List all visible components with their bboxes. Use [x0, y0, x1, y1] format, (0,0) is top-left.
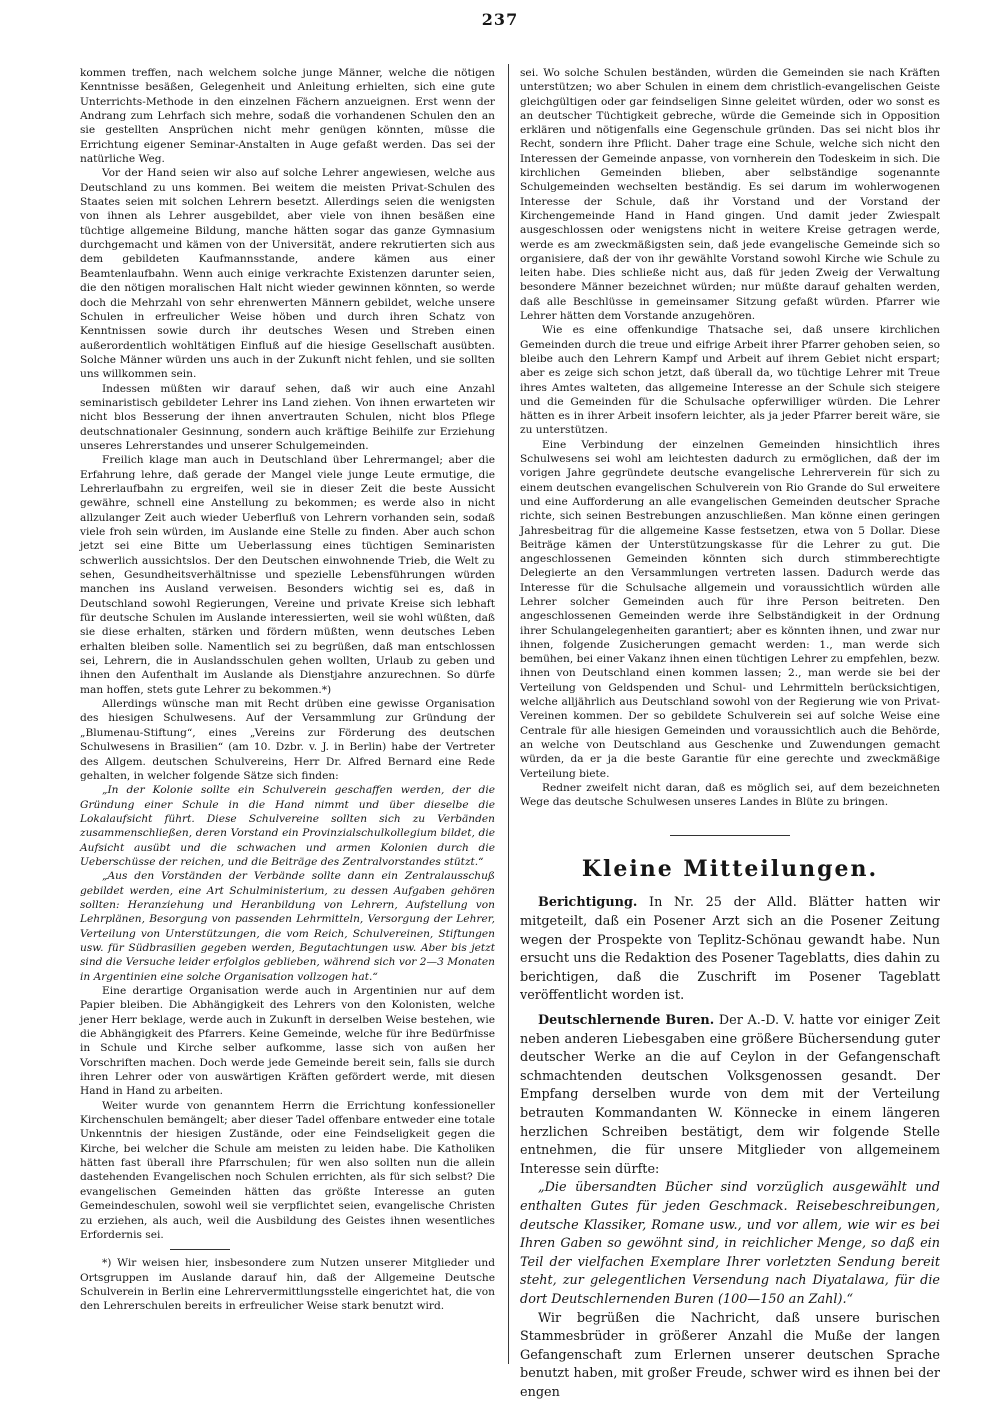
left-column [80, 66, 495, 1366]
footnote: *) Wir weisen hier, insbesondere zum Nutzen unserer Mitglieder und Ortsgruppen im Auslande darauf hin, daß der Allgemeine Deutsche Schulverein in Berlin eine Lehrervermittlungsstelle eingerichtet hat, die von den Lehrerschulen bereits in erfreulicher Weise stark benutzt wird. [80, 1256, 495, 1313]
quote-paragraph: „In der Kolonie sollte ein Schulverein geschaffen werden, der die Gründung einer Schule in die Hand nimmt und über dieselbe die Lokalaufsicht führt. Diese Schulvereine sollten sich zu Verbänden zusammenschließen, deren Vorstand ein Provinzialschulkollegium bildet, die Aufsicht ausübt und die schwachen und armen Kolonien durch die Ueberschüsse der reichen, und die Beiträge des Zentralvorstandes stützt.“ [80, 783, 495, 869]
news-item [520, 1012, 940, 1179]
news-item-body: In Nr. 25 der Alld. Blätter hatten wir mitgeteilt, daß ein Posener Arzt sich an die Posener Zeitung wegen der Prospekte von Teplitz-Schönau gewandt habe. Nun ersucht uns die Redaktion des Posener Tageblatts, dies dahin zu berichtigen, daß die Zuschrift im Posener Tageblatt veröffentlicht worden ist. [520, 895, 940, 1003]
left-paragraph: Freilich klage man auch in Deutschland über Lehrermangel; aber die Erfahrung lehre, daß gerade der Mangel viele junge Leute ermutige, die Lehrerlaufbahn zu ergreifen, weil sie in dieser Zeit die beste Aussicht gewähre, schnell eine Anstellung zu bekommen; es werde also in nicht allzulanger Zeit auch wieder Ueberfluß von Lehrern vorhanden sein, sodaß viele froh sein würden, im Auslande eine Stelle zu finden. Aber auch schon jetzt sei eine Bitte um Ueberlassung eines tüchtigen Seminaristen schwerlich aussichtslos. Der den Deutschen einwohnende Trieb, die Welt zu sehen, Gesundheitsverhältnisse und spezielle Lebensführungen würden manchen ins Ausland verweisen. Besonders wichtig sei es, daß in Deutschland sowohl Regierungen, Vereine und private Kreise sich lebhaft für deutsche Schulen im Auslande interessierten, weil sie wohl wüßten, daß sie diese erhalten, stärken und fördern müßten, wenn deutsches Leben erhalten bleiben solle. Namentlich sei zu begrüßen, daß man entschlossen sei, Lehrern, die in Auslandsschulen gehen wollten, Urlaub zu geben und ihnen den Aufenthalt im Auslande als Dienstjahre anzurechnen. So dürfe man hoffen, stets gute Lehrer zu bekommen.*) [80, 453, 495, 697]
news-item-continuation: Wir begrüßen die Nachricht, daß unsere burischen Stammesbrüder in größerer Anzahl die Muße der langen Gefangenschaft zum Erlernen unserer deutschen Sprache benutzt haben, mit großer Freude, schwer wird es ihnen bei der engen [520, 1310, 940, 1402]
left-paragraph: Allerdings wünsche man mit Recht drüben eine gewisse Organisation des hiesigen Schulwesens. Auf der Versammlung zur Gründung der „Blumenau-Stiftung“, eines „Vereins zur Förderung des deutschen Schulwesens in Brasilien“ (am 10. Dzbr. v. J. in Berlin) habe der Vertreter des Allgem. deutschen Schulvereins, Herr Dr. Alfred Bernard eine Rede gehalten, in welcher folgende Sätze sich finden: [80, 697, 495, 783]
column-divider [508, 64, 509, 1364]
left-paragraph: Weiter wurde von genanntem Herrn die Errichtung konfessioneller Kirchenschulen bemängelt; aber dieser Tadel offenbare entweder eine totale Unkenntnis der hiesigen Zustände, oder eine Feindseligkeit gegen die Kirche, bei welcher die Schule am meisten zu leiden habe. Die Katholiken hätten fast überall ihre Pfarrschulen; für wen also sollten nun die allein dastehenden Evangelischen noch Schulen errichten, als für sich selbst? Die evangelischen Gemeinden hätten das größte Interesse an guten Gemeindeschulen, sowohl weil sie verpflichtet seien, evangelische Christen zu erziehen, als auch, weil die Ausbildung des Geistes ihnen wesentliches Erfordernis sei. [80, 1099, 495, 1242]
section-heading: Kleine Mitteilungen. [520, 856, 940, 882]
right-paragraph: Redner zweifelt nicht daran, daß es möglich sei, auf dem bezeichneten Wege das deutsche Schulwesen unseres Landes in Blüte zu bringen. [520, 781, 940, 810]
news-item-heading: Berichtigung. [538, 895, 637, 910]
footnote-rule [170, 1249, 230, 1250]
news-section [520, 894, 940, 1402]
left-paragraph: kommen treffen, nach welchem solche junge Männer, welche die nötigen Kenntnisse besäßen, Gelegenheit und Anleitung erhielten, sich eine gute Unterrichts-Methode in den einzelnen Fächern anzueignen. Erst wenn der Andrang zum Lehrfach sich mehre, sodaß die vorhandenen Schulen den an sie gestellten Ansprüchen nicht mehr genügen könnten, müsse die Errichtung eigener Seminar-Anstalten in Auge gefaßt werden. Das sei der natürliche Weg. [80, 66, 495, 166]
quote-paragraph: „Aus den Vorständen der Verbände sollte dann ein Zentralausschuß gebildet werden, eine Art Schulministerium, zu dessen Aufgaben gehören sollten: Heranziehung und Heranbildung von Lehrern, Aufstellung von Lehrplänen, Besorgung von passenden Lehrmitteln, Versorgung der Lehrer, Verteilung von Unterstützungen, die vom Reich, Schulvereinen, Stiftungen usw. für Südbrasilien gegeben werden, Begutachtungen usw. Aber bis jetzt sind die Versuche leider erfolglos geblieben, während sich vor 2—3 Monaten in Argentinien eine solche Organisation vollzogen hat.“ [80, 869, 495, 984]
right-paragraph: sei. Wo solche Schulen beständen, würden die Gemeinden sie nach Kräften unterstützen; wo aber Schulen in einem dem christlich-evangelischen Geiste gleichgültigen oder gar feindseligen Sinne geleitet würden, oder wo sonst es an deutscher Tüchtigkeit gebreche, würde die Gemeinde sich in Opposition erklären und nötigenfalls eine Gegenschule gründen. Das sei nicht blos ihr Recht, sondern ihre Pflicht. Daher trage eine Schule, welche sich nicht den Interessen der Gemeinde anpasse, von vornherein den Todeskeim in sich. Die kirchlichen Gemeinden blieben, aber selbständige sogenannte Schulgemeinden wechselten beständig. Es sei darum im wohlerwogenen Interesse der Schule, daß ihr Vorstand und der Vorstand der Kirchengemeinde Hand in Hand gingen. Und damit jeder Zwiespalt ausgeschlossen oder wenigstens nicht in weitere Kreise getragen werde, werde es am zweckmäßigsten sein, daß jede evangelische Gemeinde sich so organisiere, daß der von ihr gewählte Vorstand sowohl Kirche wie Schule zu leiten habe. Dies schließe nicht aus, daß für jeden Zweig der Verwaltung besondere Männer bezeichnet würden; nur müßte darauf gehalten werden, daß alle Beschlüsse in gemeinsamer Sitzung gefaßt würden. Pfarrer wie Lehrer hätten dem Vorstande anzugehören. [520, 66, 940, 323]
section-rule [670, 835, 790, 836]
right-paragraph: Wie es eine offenkundige Thatsache sei, daß unsere kirchlichen Gemeinden durch die treue und eifrige Arbeit ihrer Pfarrer gehoben seien, so bleibe auch den Lehrern Kampf und Arbeit auf ihrem Gebiet nicht erspart; aber es zeige sich schon jetzt, daß überall da, wo tüchtige Lehrer mit Treue ihres Amtes walteten, das allgemeine Interesse an der Schule sich steigere und die Gemeinden für die Schulsache opferwilliger würden. Die Lehrer hätten es in ihrer Arbeit insofern leichter, als ja jeder Pfarrer bereit wäre, sie zu unterstützen. [520, 323, 940, 437]
news-item-body: Der A.-D. V. hatte vor einiger Zeit neben anderen Liebesgaben eine größere Büchersendung guter deutscher Werke an die auf Ceylon in der Gefangenschaft schmachtenden deutschen Volksgenossen gesandt. Der Empfang derselben wurde von dem mit der Verteilung betrauten Kommandanten W. Könnecke in einem längeren herzlichen Schreiben bestätigt, dem wir folgende Stelle entnehmen, die für unsere Mitglieder von allgemeinem Interesse sein dürfte: [520, 1013, 940, 1177]
news-item [520, 894, 940, 1006]
right-column-article [520, 66, 940, 809]
news-item-heading: Deutschlernende Buren. [538, 1013, 714, 1028]
right-paragraph: Eine Verbindung der einzelnen Gemeinden hinsichtlich ihres Schulwesens sei wohl am leichtesten dadurch zu ermöglichen, daß der im vorigen Jahre gegründete deutsche evangelische Lehrerverein für sich zu einem deutschen evangelischen Schulverein von Rio Grande do Sul erweitere und eine Aufforderung an alle evangelischen Gemeinden deutscher Sprache richte, sich seinen Bestrebungen anzuschließen. Man könne einen geringen Jahresbeitrag für die allgemeine Kasse festsetzen, etwa von 5 Dollar. Diese Beiträge kämen der Unterstützungskasse für die Lehrer zu gut. Die angeschlossenen Gemeinden könnten sich durch stimmberechtigte Delegierte an den Versammlungen vertreten lassen. Dadurch werde das Interesse für die Schulsache allgemein und voraussichtlich würden alle Lehrer solcher Gemeinden auch für ihre Person beitreten. Den angeschlossenen Gemeinden werde ihre Selbständigkeit in der Ordnung ihrer Schulangelegenheiten garantiert; aber es könnten ihnen, und zwar nur ihnen, folgende Zusicherungen gemacht werden: 1., man werde sich bemühen, bei einer Vakanz ihnen einen tüchtigen Lehrer zu empfehlen, bezw. ihnen von Deutschland einen kommen lassen; 2., man werde sie bei der Verteilung von Geldspenden und Schul- und Lehrmitteln berücksichtigen, welche alljährlich aus Deutschland sowohl von der Regierung wie von Privat-Vereinen kommen. Der so gebildete Schulverein sei auf solche Weise eine Centrale für alle hiesigen Gemeinden und voraussichtlich auch die Behörde, an welche von Deutschland aus Geschenke und Zuwendungen gemacht würden, da er ja die beste Garantie für eine gerechte und zweckmäßige Verteilung biete. [520, 438, 940, 781]
letter-quote: „Die übersandten Bücher sind vorzüglich ausgewählt und enthalten Gutes für jeden Geschmack. Reisebeschreibungen, deutsche Klassiker, Romane usw., und vor allem, wie wir es bei Ihren Gaben so gewöhnt sind, in reichlicher Menge, so daß ein Teil der vielfachen Exemplare Ihrer vorletzten Sendung bereit steht, zur gelegentlichen Versendung nach Diyatalawa, für die dort Deutschlernenden Buren (100—150 an Zahl).“ [520, 1179, 940, 1309]
left-paragraph: Indessen müßten wir darauf sehen, daß wir auch eine Anzahl seminaristisch gebildeter Lehrer ins Land ziehen. Von ihnen erwarteten wir nicht blos Besserung der ihnen anvertrauten Schulen, nicht blos Pflege deutschnationaler Gesinnung, sondern auch kräftige Beihilfe zur Erziehung unseres Lehrerstandes und unserer Schulgemeinden. [80, 382, 495, 454]
right-column [520, 66, 940, 1366]
page-number: 237 [0, 10, 1000, 29]
left-paragraph: Eine derartige Organisation werde auch in Argentinien nur auf dem Papier bleiben. Die Abhängigkeit des Lehrers von den Kolonisten, welche jener Herr beklage, werde auch in Zukunft in derselben Weise bestehen, wie die Abhängigkeit des Pfarrers. Keine Gemeinde, welche für ihre Bedürfnisse in Schule und Kirche selber aufkomme, lasse sich von außen her Vorschriften machen. Doch werde jede Gemeinde bereit sein, falls sie durch ihren Lehrer oder von auswärtigen Kräften gefördert werde, mit diesen Hand in Hand zu arbeiten. [80, 984, 495, 1099]
left-paragraph: Vor der Hand seien wir also auf solche Lehrer angewiesen, welche aus Deutschland zu uns kommen. Bei weitem die meisten Privat-Schulen des Staates seien mit solchen Lehrern besetzt. Allerdings seien die wenigsten von ihnen als Lehrer ausgebildet, aber viele von ihnen besäßen eine tüchtige allgemeine Bildung, manche hätten sogar das ganze Gymnasium durchgemacht und kämen von der Universität, andere rekrutierten sich aus dem gebildeten Kaufmannsstande, andere kämen aus einer Beamtenlaufbahn. Wenn auch einige verkrachte Existenzen darunter seien, die den nötigen moralischen Halt nicht wieder gewinnen könnten, so werde doch die Mehrzahl von sehr ehrenwerten Männern gebildet, welche unsere Schulen in erfreulicher Weise höben und durch ihren Schatz von Kenntnissen sowie durch ihr deutsches Wesen und Streben einen außerordentlich wohltätigen Einfluß auf die hiesige Gesellschaft ausübten. Solche Männer würden uns auch in der Zukunft nicht fehlen, und sie sollten uns willkommen sein. [80, 166, 495, 381]
